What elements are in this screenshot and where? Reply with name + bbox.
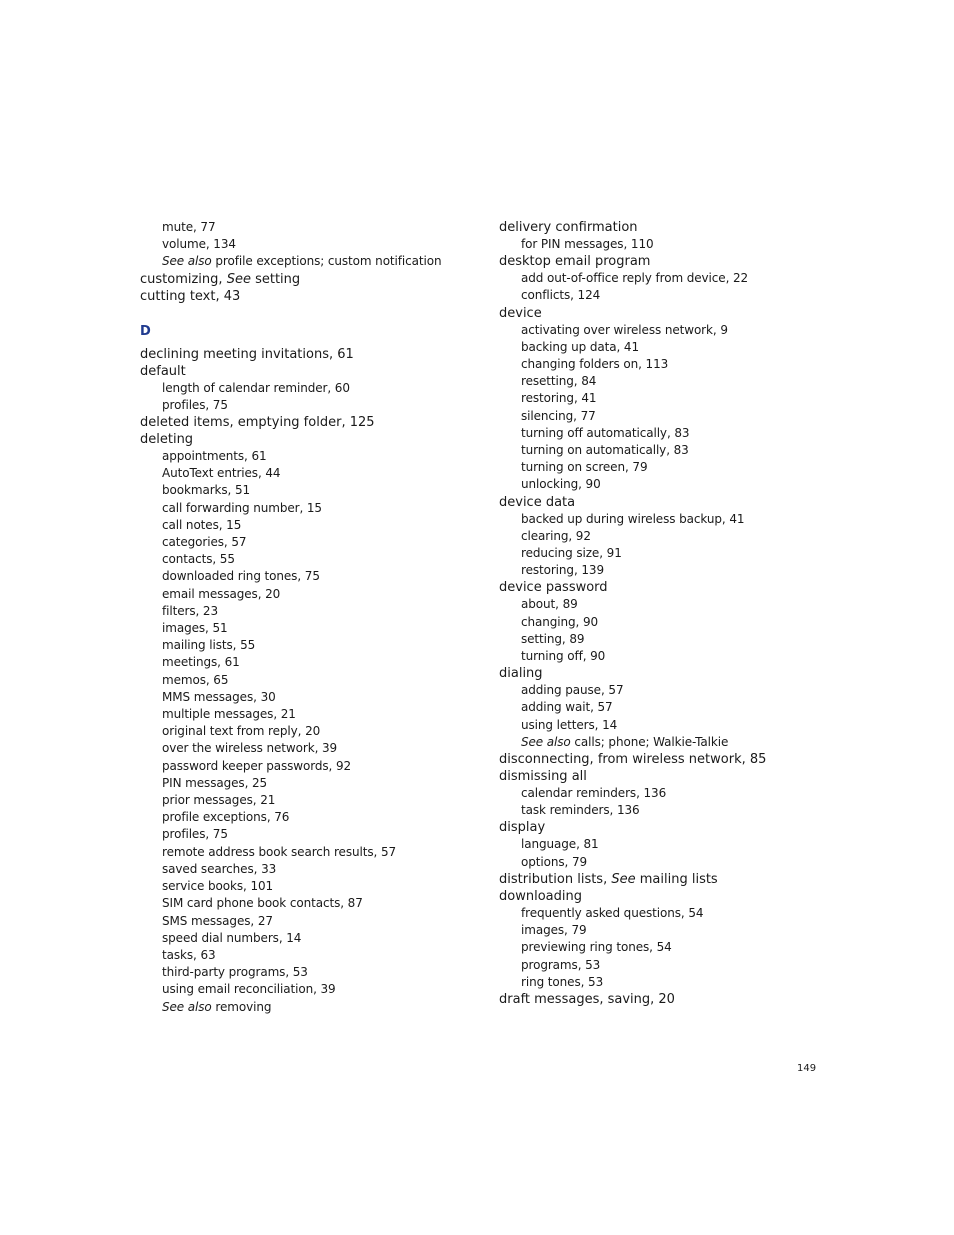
index-subentry: remote address book search results, 57 [162, 844, 397, 859]
index-subentry: backing up data, 41 [521, 339, 639, 354]
entry-term: call notes [162, 517, 219, 532]
index-entry [499, 305, 819, 322]
page-reference: 79 [632, 460, 648, 475]
index-subentry: AutoText entries, 44 [162, 466, 281, 481]
entry-term: device password [499, 580, 608, 596]
entry-term: email messages [162, 586, 258, 601]
entry-term: turning off automatically [521, 425, 667, 440]
page-reference: 57 [231, 535, 247, 550]
page-reference: 60 [334, 380, 350, 395]
page-reference: 33 [261, 861, 277, 876]
index-entry [499, 819, 819, 836]
entry-term: PIN messages [162, 775, 245, 790]
entry-term: default [140, 363, 186, 379]
index-subentry: volume, 134 [162, 237, 236, 252]
index-subentry: categories, 57 [162, 535, 247, 550]
index-letter-heading: D [140, 323, 151, 339]
index-subentry: saved searches, 33 [162, 861, 277, 876]
index-entry [499, 665, 819, 682]
index-subentry: profiles, 75 [162, 397, 228, 412]
page-reference: 43 [223, 288, 241, 304]
entry-term: changing folders on [521, 357, 639, 372]
page-reference: 77 [580, 408, 596, 423]
page-reference: 75 [212, 397, 228, 412]
entry-term: resetting [521, 374, 574, 389]
entry-term: backing up data [521, 339, 617, 354]
entry-term: third-party programs [162, 965, 286, 980]
entry-term: declining meeting invitations [140, 346, 329, 362]
index-subentry: call forwarding number, 15 [162, 500, 322, 515]
index-subentry: multiple messages, 21 [162, 707, 296, 722]
page-reference: 39 [320, 982, 336, 997]
entry-term: original text from reply [162, 724, 298, 739]
page-reference: 89 [562, 597, 578, 612]
cross-reference: removing [215, 999, 272, 1014]
entry-term: programs [521, 957, 578, 972]
entry-term: cutting text [140, 288, 216, 304]
cross-reference: calls; phone; Walkie-Talkie [574, 734, 729, 749]
entry-term: images [521, 923, 565, 938]
page-reference: 14 [286, 930, 302, 945]
index-subentry: length of calendar reminder, 60 [162, 380, 350, 395]
page-reference: 136 [616, 803, 640, 818]
entry-term: for PIN messages [521, 237, 624, 251]
entry-term: display [499, 820, 546, 836]
entry-term: MMS messages [162, 689, 254, 704]
entry-term: prior messages [162, 793, 253, 808]
entry-term: downloaded ring tones [162, 569, 298, 584]
index-subentry: resetting, 84 [521, 374, 597, 389]
index-entry [499, 768, 819, 785]
index-subentry: SMS messages, 27 [162, 913, 273, 928]
page-reference: 20 [658, 991, 675, 1007]
entry-term: profiles [162, 397, 206, 412]
page-reference: 41 [623, 339, 639, 354]
cross-reference: profile exceptions; custom notification [215, 254, 442, 269]
index-subentry: images, 79 [521, 923, 587, 938]
entry-term: SIM card phone book contacts [162, 896, 341, 911]
entry-term: unlocking [521, 477, 579, 492]
index-subentry: unlocking, 90 [521, 477, 601, 492]
index-subentry: memos, 65 [162, 672, 229, 687]
index-entry [140, 363, 480, 380]
page-reference: 87 [347, 896, 363, 911]
entry-term: restoring [521, 563, 574, 578]
index-entry: deleted items, emptying folder, 125 [140, 415, 375, 431]
entry-term: call forwarding number [162, 500, 300, 515]
index-subentry: adding pause, 57 [521, 683, 624, 698]
page-reference: 139 [581, 563, 604, 578]
page-reference: 90 [585, 477, 601, 492]
entry-term: service books [162, 879, 244, 894]
see-label: See [226, 271, 251, 287]
entry-term: length of calendar reminder [162, 380, 328, 395]
index-subentry: call notes, 15 [162, 517, 242, 532]
page-reference: 77 [200, 220, 216, 234]
index-subentry [140, 999, 480, 1016]
index-subentry: SIM card phone book contacts, 87 [162, 896, 363, 911]
index-subentry: tasks, 63 [162, 947, 216, 962]
page-reference: 39 [322, 741, 338, 756]
index-subentry: options, 79 [521, 854, 588, 869]
page-reference: 75 [212, 827, 228, 842]
page-reference: 51 [234, 483, 251, 498]
entry-term: setting [521, 631, 562, 646]
entry-term: memos [162, 672, 206, 687]
entry-term: mailing lists [162, 638, 233, 653]
index-subentry: original text from reply, 20 [162, 724, 321, 739]
entry-term: volume [162, 237, 206, 252]
index-subentry: PIN messages, 25 [162, 775, 268, 790]
index-subentry: setting, 89 [521, 631, 585, 646]
page-reference: 90 [590, 649, 606, 664]
entry-term: multiple messages [162, 707, 274, 722]
page-reference: 30 [260, 689, 276, 704]
entry-term: contacts [162, 552, 213, 567]
page-reference: 21 [280, 707, 296, 722]
index-subentry: backed up during wireless backup, 41 [521, 511, 745, 526]
page-reference: 57 [597, 700, 613, 715]
index-subentry: service books, 101 [162, 879, 274, 894]
page-number: 149 [797, 1063, 817, 1074]
page-reference: 134 [213, 237, 236, 252]
index-column-right [499, 219, 819, 1008]
index-subentry: turning on automatically, 83 [521, 443, 689, 458]
index-subentry: turning on screen, 79 [521, 460, 648, 475]
entry-term: images [162, 621, 206, 636]
entry-term: restoring [521, 391, 574, 406]
index-subentry: email messages, 20 [162, 586, 281, 601]
index-subentry: changing folders on, 113 [521, 357, 669, 372]
see-also-label: See also [521, 734, 571, 749]
index-subentry: bookmarks, 51 [162, 483, 251, 498]
index-column-left [140, 219, 480, 1016]
index-subentry: mute, 77 [162, 220, 216, 234]
page-reference: 57 [380, 844, 397, 859]
entry-term: over the wireless network [162, 741, 315, 756]
entry-term: filters [162, 603, 196, 618]
page-reference: 15 [226, 517, 242, 532]
index-entry [499, 579, 819, 596]
entry-term: language [521, 837, 577, 852]
entry-term: saved searches [162, 861, 254, 876]
page-reference: 76 [274, 810, 290, 825]
entry-term: task reminders [521, 803, 610, 818]
entry-term: SMS messages [162, 913, 251, 928]
index-subentry: speed dial numbers, 14 [162, 930, 302, 945]
see-also-label: See also [162, 999, 212, 1014]
entry-term: backed up during wireless backup [521, 511, 722, 526]
page-reference: 84 [581, 374, 597, 389]
page-reference: 23 [202, 603, 218, 618]
cross-reference: mailing lists [639, 871, 718, 887]
page-reference: 9 [720, 322, 728, 337]
page-reference: 14 [602, 717, 618, 732]
index-subentry: restoring, 139 [521, 563, 604, 578]
entry-term: reducing size [521, 546, 600, 561]
index-subentry: ring tones, 53 [521, 974, 604, 989]
index-entry [499, 888, 819, 905]
index-subentry: adding wait, 57 [521, 700, 613, 715]
entry-term: delivery confirmation [499, 220, 638, 235]
entry-term: turning on automatically [521, 443, 667, 458]
index-subentry: changing, 90 [521, 614, 599, 629]
index-subentry: silencing, 77 [521, 408, 596, 423]
page-reference: 54 [656, 940, 672, 955]
entry-term: appointments [162, 449, 245, 464]
entry-term: deleting [140, 432, 194, 448]
index-subentry: turning off automatically, 83 [521, 425, 690, 440]
page-reference: 22 [733, 271, 749, 286]
cross-reference: setting [255, 271, 301, 287]
entry-term: using letters [521, 717, 595, 732]
page-reference: 27 [257, 913, 273, 928]
entry-term: previewing ring tones [521, 940, 650, 955]
entry-term: draft messages, saving [499, 991, 651, 1007]
entry-term: conflicts [521, 288, 571, 303]
page-reference: 61 [337, 346, 354, 362]
entry-term: silencing [521, 408, 574, 423]
index-entry: draft messages, saving, 20 [499, 991, 675, 1007]
page-reference: 53 [588, 974, 604, 989]
index-entry [499, 219, 819, 236]
index-subentry: turning off, 90 [521, 649, 606, 664]
entry-term: changing [521, 614, 576, 629]
index-entry [499, 494, 819, 511]
index-subentry: downloaded ring tones, 75 [162, 569, 320, 584]
page-reference: 54 [688, 905, 704, 920]
page-reference: 44 [265, 466, 281, 481]
see-also-label: See also [162, 254, 212, 269]
entry-term: adding wait [521, 700, 591, 715]
entry-term: calendar reminders [521, 786, 637, 801]
index-subentry: calendar reminders, 136 [521, 786, 667, 801]
index-subentry: prior messages, 21 [162, 793, 276, 808]
entry-term: profile exceptions [162, 810, 267, 825]
page-reference: 55 [219, 552, 235, 567]
index-subentry: profiles, 75 [162, 827, 228, 842]
page-reference: 125 [349, 415, 375, 431]
page-reference: 20 [305, 724, 321, 739]
index-subentry: language, 81 [521, 837, 599, 852]
page-reference: 15 [306, 500, 322, 515]
page-reference: 41 [581, 391, 597, 406]
page-reference: 91 [606, 546, 622, 561]
entry-term: dismissing all [499, 769, 587, 785]
page-reference: 41 [729, 511, 745, 526]
index-subentry: using email reconciliation, 39 [162, 982, 336, 997]
entry-term: tasks [162, 947, 194, 962]
entry-term: activating over wireless network [521, 322, 713, 337]
page-reference: 21 [260, 793, 276, 808]
entry-term: mute [162, 220, 193, 234]
index-subentry: activating over wireless network, 9 [521, 322, 728, 337]
page-reference: 63 [200, 947, 216, 962]
entry-term: frequently asked questions [521, 905, 681, 920]
index-subentry: contacts, 55 [162, 552, 235, 567]
page-reference: 65 [213, 672, 229, 687]
index-subentry: appointments, 61 [162, 449, 267, 464]
index-subentry: profile exceptions, 76 [162, 810, 290, 825]
entry-term: using email reconciliation [162, 982, 314, 997]
entry-term: adding pause [521, 683, 601, 698]
index-subentry: mailing lists, 55 [162, 638, 256, 653]
entry-term: remote address book search results [162, 844, 374, 859]
page-reference: 51 [212, 621, 228, 636]
entry-term: categories [162, 535, 224, 550]
page-reference: 20 [265, 586, 281, 601]
page-reference: 92 [575, 528, 591, 543]
page-reference: 83 [673, 443, 689, 458]
entry-term: disconnecting, from wireless network [499, 752, 742, 768]
page-reference: 79 [571, 854, 588, 869]
index-entry: disconnecting, from wireless network, 85 [499, 752, 767, 768]
index-entry [499, 253, 819, 270]
index-subentry: third-party programs, 53 [162, 965, 308, 980]
index-entry: declining meeting invitations, 61 [140, 346, 354, 362]
entry-term: distribution lists [499, 871, 604, 887]
page-reference: 55 [240, 638, 256, 653]
index-subentry: over the wireless network, 39 [162, 741, 338, 756]
page-reference: 81 [583, 837, 599, 852]
page-reference: 90 [582, 614, 599, 629]
page-reference: 53 [585, 957, 601, 972]
page-reference: 101 [250, 879, 274, 894]
page-reference: 110 [630, 237, 654, 251]
index-subentry: meetings, 61 [162, 655, 240, 670]
index-entry: customizing, See setting [140, 271, 301, 287]
index-subentry: restoring, 41 [521, 391, 597, 406]
entry-term: customizing [140, 271, 219, 287]
entry-term: turning off [521, 649, 583, 664]
page-reference: 136 [643, 786, 667, 801]
index-subentry: images, 51 [162, 621, 228, 636]
index-subentry: previewing ring tones, 54 [521, 940, 672, 955]
index-subentry: reducing size, 91 [521, 546, 622, 561]
page-reference: 79 [571, 923, 587, 938]
index-subentry: filters, 23 [162, 603, 218, 618]
entry-term: desktop email program [499, 254, 651, 270]
index-entry: distribution lists, See mailing lists [499, 871, 718, 887]
index-entry [140, 431, 480, 448]
page-reference: 75 [304, 569, 320, 584]
index-subentry: conflicts, 124 [521, 288, 601, 303]
page-reference: 57 [608, 683, 624, 698]
index-subentry [499, 734, 819, 751]
entry-term: bookmarks [162, 483, 228, 498]
entry-term: AutoText entries [162, 466, 258, 481]
entry-term: profiles [162, 827, 206, 842]
index-subentry: add out-of-office reply from device, 22 [521, 271, 749, 286]
index-subentry: task reminders, 136 [521, 803, 640, 818]
entry-term: device [499, 305, 542, 321]
entry-term: meetings [162, 655, 218, 670]
entry-term: clearing [521, 528, 569, 543]
page-reference: 85 [749, 752, 767, 768]
entry-term: speed dial numbers [162, 930, 279, 945]
index-subentry [140, 253, 480, 270]
entry-term: ring tones [521, 974, 581, 989]
index-subentry: programs, 53 [521, 957, 601, 972]
entry-term: turning on screen [521, 460, 625, 475]
index-subentry: password keeper passwords, 92 [162, 758, 352, 773]
index-subentry: frequently asked questions, 54 [521, 905, 704, 920]
index-subentry: MMS messages, 30 [162, 689, 276, 704]
index-subentry: clearing, 92 [521, 528, 591, 543]
page-reference: 92 [335, 758, 352, 773]
index-subentry: for PIN messages, 110 [521, 237, 654, 251]
index-subentry: using letters, 14 [521, 717, 618, 732]
page-reference: 113 [645, 357, 669, 372]
page-reference: 83 [674, 425, 690, 440]
page-reference: 25 [252, 775, 268, 790]
index-entry: cutting text, 43 [140, 288, 241, 304]
page-reference: 61 [251, 449, 267, 464]
entry-term: about [521, 597, 556, 612]
page-reference: 124 [577, 288, 601, 303]
entry-term: deleted items, emptying folder [140, 415, 342, 431]
entry-term: downloading [499, 888, 582, 904]
page-reference: 89 [569, 631, 585, 646]
index-subentry: about, 89 [521, 597, 578, 612]
see-label: See [611, 871, 636, 887]
entry-term: device data [499, 494, 576, 510]
entry-term: options [521, 854, 565, 869]
entry-term: dialing [499, 666, 543, 682]
page-reference: 53 [292, 965, 308, 980]
entry-term: add out-of-office reply from device [521, 271, 726, 286]
page-reference: 61 [224, 655, 240, 670]
entry-term: password keeper passwords [162, 758, 329, 773]
